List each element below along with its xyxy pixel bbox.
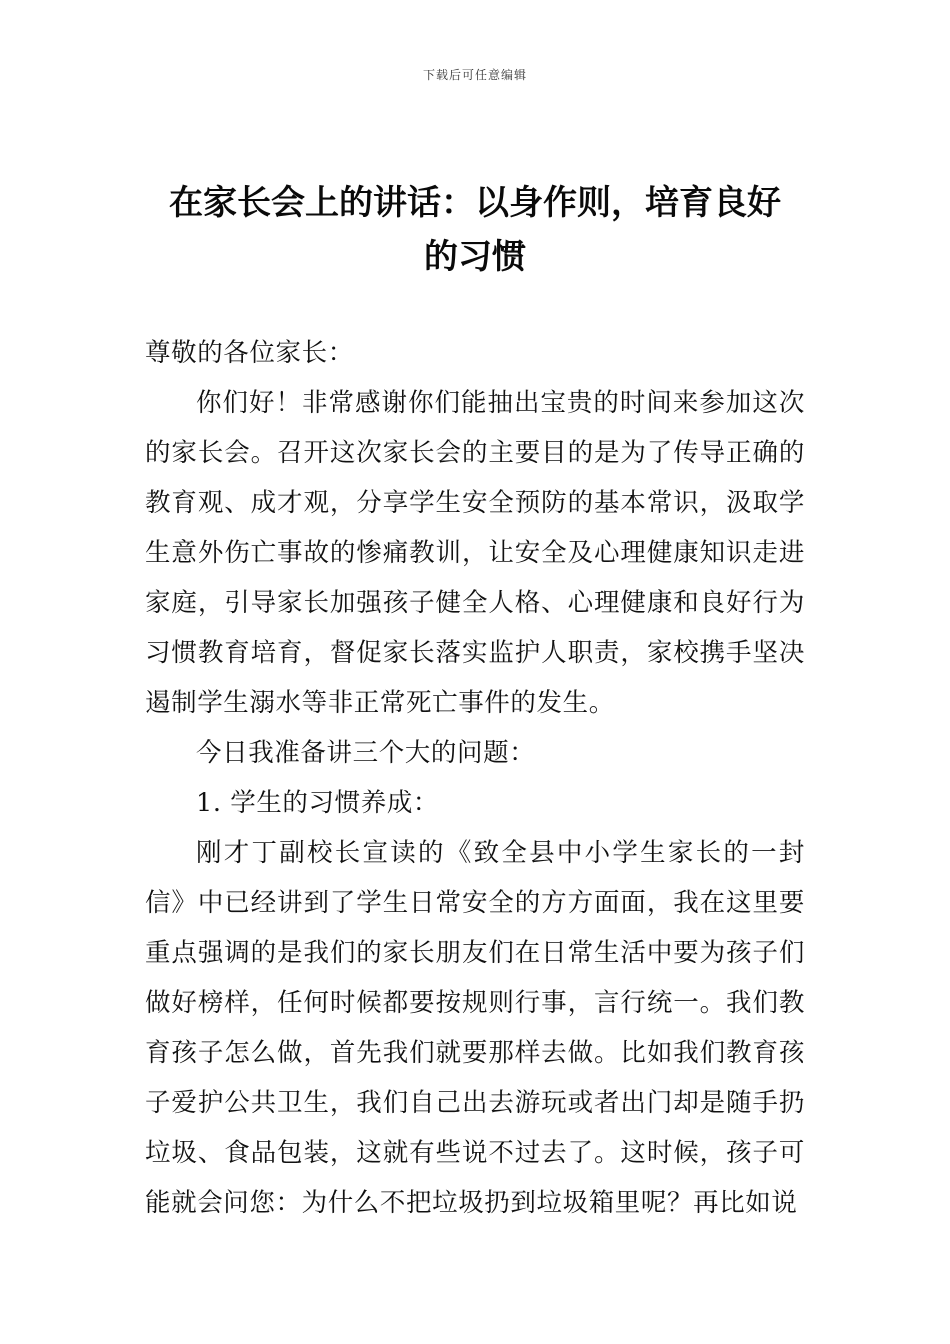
salutation: 尊敬的各位家长： [145,338,354,368]
document-title-line-2: 的习惯 [424,237,526,277]
document-body [145,328,805,1228]
document-title-line-1: 在家长会上的讲话：以身作则，培育良好 [169,183,781,223]
paragraph-agenda: 今日我准备讲三个大的问题： [196,738,536,768]
page-header-note: 下载后可任意编辑 [422,68,527,82]
paragraph-habits: 刚才丁副校长宣读的《致全县中小学生家长的一封信》中已经讲到了学生日常安全的方方面面，我在这里要重点强调的是我们的家长朋友们在日常生活中要为孩子们做好榜样，任何时候都要按规则行事，言行统一。我们教育孩子怎么做，首先我们就要那样去做。比如我们教育孩子爱护公共卫生，我们自己出去游玩或者出门却是随手扔垃圾、食品包装，这就有些说不过去了。这时候，孩子可能就会问您：为什么不把垃圾扔到垃圾箱里呢？再比如说 [145,838,805,1218]
document-title [145,176,805,284]
paragraph-greeting: 你们好！非常感谢你们能抽出宝贵的时间来参加这次的家长会。召开这次家长会的主要目的是为了传导正确的教育观、成才观，分享学生安全预防的基本常识，汲取学生意外伤亡事故的惨痛教训，让安全及心理健康知识走进家庭，引导家长加强孩子健全人格、心理健康和良好行为习惯教育培育，督促家长落实监护人职责，家校携手坚决遏制学生溺水等非正常死亡事件的发生。 [145,388,805,718]
section-heading-1: 1. 学生的习惯养成： [196,788,440,818]
